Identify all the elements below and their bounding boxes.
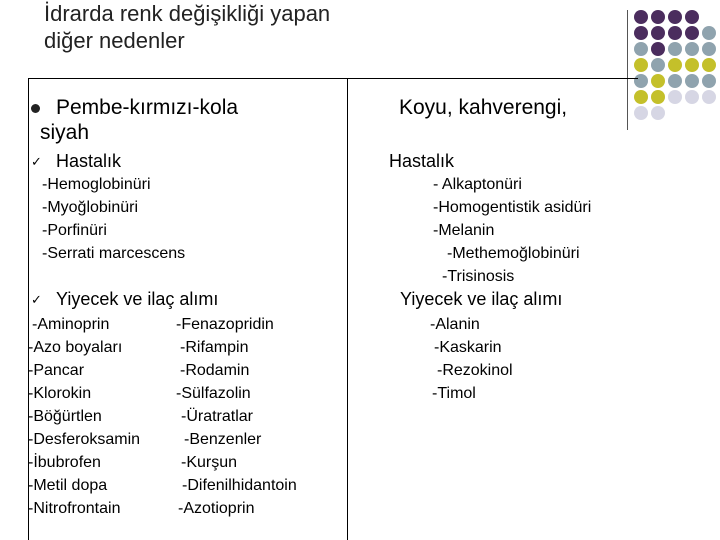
decorative-dot — [634, 58, 648, 72]
decorative-dot — [668, 26, 682, 40]
decorative-dot — [668, 58, 682, 72]
decorative-dot — [702, 58, 716, 72]
list-item: -Difenilhidantoin — [182, 477, 297, 494]
list-item: -Rezokinol — [437, 362, 513, 379]
left-section1-label: Hastalık — [56, 151, 122, 171]
list-item: -Trisinosis — [442, 268, 515, 285]
check-icon: ✓ — [31, 155, 42, 170]
list-item: - Alkaptonüri — [433, 176, 522, 193]
check-icon: ✓ — [31, 293, 42, 308]
right-section2-label: Yiyecek ve ilaç alımı — [400, 289, 563, 309]
decorative-dot — [651, 42, 665, 56]
list-item: -Benzenler — [184, 431, 262, 448]
list-item: -Nitrofrontain — [28, 500, 121, 517]
list-item: -Böğürtlen — [28, 408, 102, 425]
list-item: -Üratratlar — [181, 408, 254, 425]
list-item: -Homogentistik asidüri — [433, 199, 592, 216]
list-item: -Kaskarin — [434, 339, 502, 356]
bullet-icon — [31, 104, 40, 113]
decorative-dot — [685, 10, 699, 24]
title-line-2: diğer nedenler — [44, 28, 185, 53]
left-heading-line-2: siyah — [40, 121, 90, 144]
left-heading-line-1: Pembe-kırmızı-kola — [56, 96, 239, 119]
list-item: -Myoğlobinüri — [42, 199, 139, 216]
list-item: -Rifampin — [180, 339, 249, 356]
decorative-dot — [634, 26, 648, 40]
decorative-dot — [634, 42, 648, 56]
right-section1-label: Hastalık — [389, 151, 455, 171]
decorative-dot-grid — [634, 10, 720, 118]
decorative-dot — [651, 10, 665, 24]
decorative-dot — [668, 74, 682, 88]
list-item: -Serrati marcescens — [42, 245, 186, 262]
decorative-dot — [702, 42, 716, 56]
list-item: -Porfinüri — [42, 222, 107, 239]
decorative-dot — [685, 58, 699, 72]
decorative-dot — [685, 26, 699, 40]
list-item: -Desferoksamin — [28, 431, 141, 448]
list-item: -Methemoğlobinüri — [447, 245, 580, 262]
decorative-dot — [651, 74, 665, 88]
decorative-dot — [702, 74, 716, 88]
list-item: -Pancar — [28, 362, 85, 379]
list-item: -Azo boyaları — [28, 339, 123, 356]
decorative-dot — [668, 42, 682, 56]
title-line-1: İdrarda renk değişikliği yapan — [44, 1, 331, 26]
list-item: -Fenazopridin — [176, 316, 274, 333]
list-item: -Sülfazolin — [176, 385, 251, 402]
slide-title — [44, 0, 330, 54]
decorative-dot — [685, 90, 699, 104]
decorative-dot — [634, 74, 648, 88]
decorative-dot — [668, 10, 682, 24]
right-heading: Koyu, kahverengi, — [399, 96, 568, 119]
list-item: -Rodamin — [180, 362, 250, 379]
decorative-dot — [651, 26, 665, 40]
decorative-dot — [685, 74, 699, 88]
decorative-dot — [651, 106, 665, 120]
list-item: -Melanin — [433, 222, 495, 239]
decorative-dot — [651, 58, 665, 72]
list-item: -Alanin — [430, 316, 480, 333]
list-item: -Kurşun — [181, 454, 238, 471]
decorative-dot — [702, 90, 716, 104]
list-item: -Azotioprin — [178, 500, 255, 517]
list-item: -İbubrofen — [28, 454, 101, 471]
left-section2-label: Yiyecek ve ilaç alımı — [56, 289, 219, 309]
table-column-divider — [347, 78, 348, 540]
list-item: -Hemoglobinüri — [42, 176, 151, 193]
decorative-dot — [651, 90, 665, 104]
list-item: -Metil dopa — [28, 477, 108, 494]
decorative-dot — [634, 106, 648, 120]
list-item: -Aminoprin — [32, 316, 110, 333]
decorative-dot — [685, 42, 699, 56]
decorative-vertical-line — [627, 10, 628, 130]
decorative-dot — [668, 90, 682, 104]
table-top-border — [28, 78, 638, 79]
decorative-dot — [634, 90, 648, 104]
list-item: -Timol — [432, 385, 476, 402]
decorative-dot — [702, 26, 716, 40]
list-item: -Klorokin — [28, 385, 92, 402]
decorative-dot — [634, 10, 648, 24]
